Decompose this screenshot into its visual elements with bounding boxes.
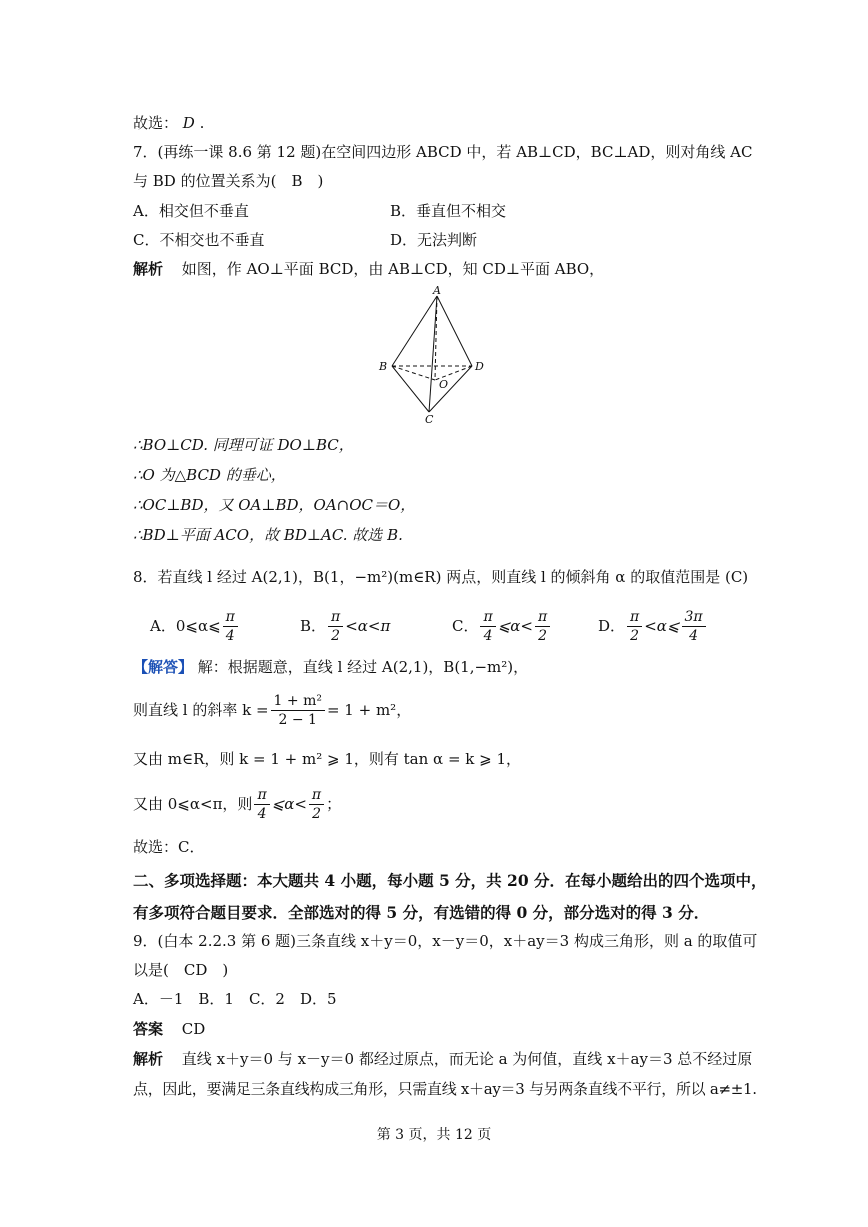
vertex-label-o: O (439, 378, 449, 391)
fraction (309, 786, 324, 823)
denominator: 2 (538, 627, 548, 644)
tetrahedron-figure (375, 284, 495, 424)
q8-option-c (452, 606, 552, 646)
edge-bc (392, 366, 429, 412)
q7-step2: ∴BO⊥CD. 同理可证 DO⊥BC， (133, 436, 354, 454)
answer-label: 答案 (133, 1020, 164, 1038)
denominator: 4 (483, 627, 493, 644)
q7-option-a: A．相交但不垂直 (133, 202, 249, 220)
fraction (480, 608, 495, 645)
q8-solution-line1 (133, 656, 528, 678)
fraction (328, 608, 343, 645)
edge-ad (437, 296, 472, 366)
denominator: 2 (630, 627, 640, 644)
range-prefix: 又由 0⩽α<π，则 (133, 795, 253, 813)
denominator: 4 (257, 805, 267, 822)
numerator: π (627, 608, 642, 627)
numerator: π (223, 608, 238, 627)
q7-step5: ∴BD⊥平面 ACO，故 BD⊥AC. 故选 B. (133, 526, 403, 544)
denominator: 4 (225, 627, 235, 644)
solution-label: 【解答】 (133, 658, 194, 676)
q8-solution-line3: 又由 m∈R，则 k = 1 + m² ⩾ 1，则有 tan α = k ⩾ 1， (133, 750, 522, 768)
slope-prefix: 则直线 l 的斜率 k = (133, 701, 269, 719)
numerator: π (309, 786, 324, 805)
answer-label: 故选： (133, 114, 179, 132)
page-footer: 第 3 页，共 12 页 (376, 1127, 492, 1143)
vertex-label-b: B (379, 360, 388, 373)
q9-stem-line2: 以是( CD ) (133, 961, 229, 979)
q7-stem-line1: 7．(再练一课 8.6 第 12 题)在空间四边形 ABCD 中，若 AB⊥CD，BC⊥AD，则对角线 AC (133, 143, 753, 161)
q7-step4: ∴OC⊥BD，又 OA⊥BD，OA∩OC＝O， (133, 496, 416, 514)
q9-solution-line1 (133, 1048, 752, 1070)
fraction (223, 608, 238, 645)
q8-solution-line4 (133, 784, 341, 824)
option-d-middle: <α⩽ (644, 617, 680, 635)
numerator: π (535, 608, 550, 627)
vertex-label-a: A (433, 284, 441, 297)
option-b-suffix: <α<π (345, 617, 391, 635)
q7-stem-line2: 与 BD 的位置关系为( B ) (133, 172, 324, 190)
option-c-middle: ⩽α< (497, 617, 533, 635)
edge-ab (392, 296, 437, 366)
q8-option-d (598, 606, 708, 646)
q9-options: A．－1 B．1 C．2 D．5 (133, 990, 337, 1008)
section2-heading-line1: 二、多项选择题：本大题共 4 小题，每小题 5 分，共 20 分．在每小题给出的四个选项中， (133, 871, 767, 890)
numerator: π (328, 608, 343, 627)
slope-fraction (271, 692, 325, 729)
answer-value: D (182, 114, 195, 132)
numerator: 3π (682, 608, 706, 627)
q9-answer (133, 1018, 205, 1040)
fraction (535, 608, 550, 645)
denominator: 2 − 1 (278, 711, 317, 728)
range-middle: ⩽α< (271, 795, 307, 813)
solution-text: 直线 x＋y＝0 与 x－y＝0 都经过原点，而无论 a 为何值，直线 x＋ay＝3 总不经过原 (181, 1050, 753, 1068)
slope-suffix: = 1 + m²， (326, 701, 412, 719)
q9-stem-line1: 9．(白本 2.2.3 第 6 题)三条直线 x＋y＝0，x－y＝0，x＋ay＝3 构成三角形，则 a 的取值可 (133, 932, 758, 950)
vertex-label-c: C (425, 413, 434, 424)
numerator: π (480, 608, 495, 627)
denominator: 2 (331, 627, 341, 644)
solution-text: 解：根据题意，直线 l 经过 A(2,1)，B(1,−m²)， (197, 658, 529, 676)
edge-cd (429, 366, 472, 412)
solution-text: 如图，作 AO⊥平面 BCD，由 AB⊥CD，知 CD⊥平面 ABO， (181, 260, 605, 278)
fraction (682, 608, 706, 645)
denominator: 2 (312, 805, 321, 822)
numerator: π (254, 786, 269, 805)
fraction (254, 786, 269, 823)
q8-answer: 故选：C． (133, 838, 205, 856)
q8-solution-line2 (133, 690, 411, 730)
numerator: 1 + m² (271, 692, 325, 711)
option-b-prefix: B． (300, 617, 327, 635)
answer-end: . (199, 114, 205, 132)
q7-option-c: C．不相交也不垂直 (133, 231, 265, 249)
denominator: 4 (689, 627, 699, 644)
range-suffix: ； (326, 795, 342, 813)
option-c-prefix: C． (452, 617, 479, 635)
q8-option-a (150, 606, 240, 646)
segment-bo (392, 366, 435, 380)
q9-solution-line2: 点，因此，要满足三条直线构成三角形，只需直线 x＋ay＝3 与另两条直线不平行，所以 a≠±1. (133, 1080, 757, 1098)
section2-heading-line2: 有多项符合题目要求．全部选对的得 5 分，有选错的得 0 分，部分选对的得 3 分． (133, 903, 710, 922)
answer-value: CD (181, 1020, 206, 1038)
fraction (627, 608, 642, 645)
q8-option-b (300, 606, 390, 646)
q7-solution-line1 (133, 258, 604, 280)
q7-step3: ∴O 为△BCD 的垂心， (133, 466, 286, 484)
option-d-prefix: D． (598, 617, 626, 635)
solution-label: 解析 (133, 1050, 164, 1068)
vertex-label-d: D (475, 360, 484, 373)
q7-option-d: D．无法判断 (390, 231, 478, 249)
q7-option-b: B．垂直但不相交 (390, 202, 507, 220)
option-a-prefix: A．0⩽α⩽ (150, 617, 221, 635)
solution-label: 解析 (133, 260, 164, 278)
q6-answer (133, 112, 204, 134)
q8-stem: 8．若直线 l 经过 A(2,1)，B(1，−m²)(m∈R) 两点，则直线 l 的倾斜角 α 的取值范围是 (C) (133, 568, 749, 586)
